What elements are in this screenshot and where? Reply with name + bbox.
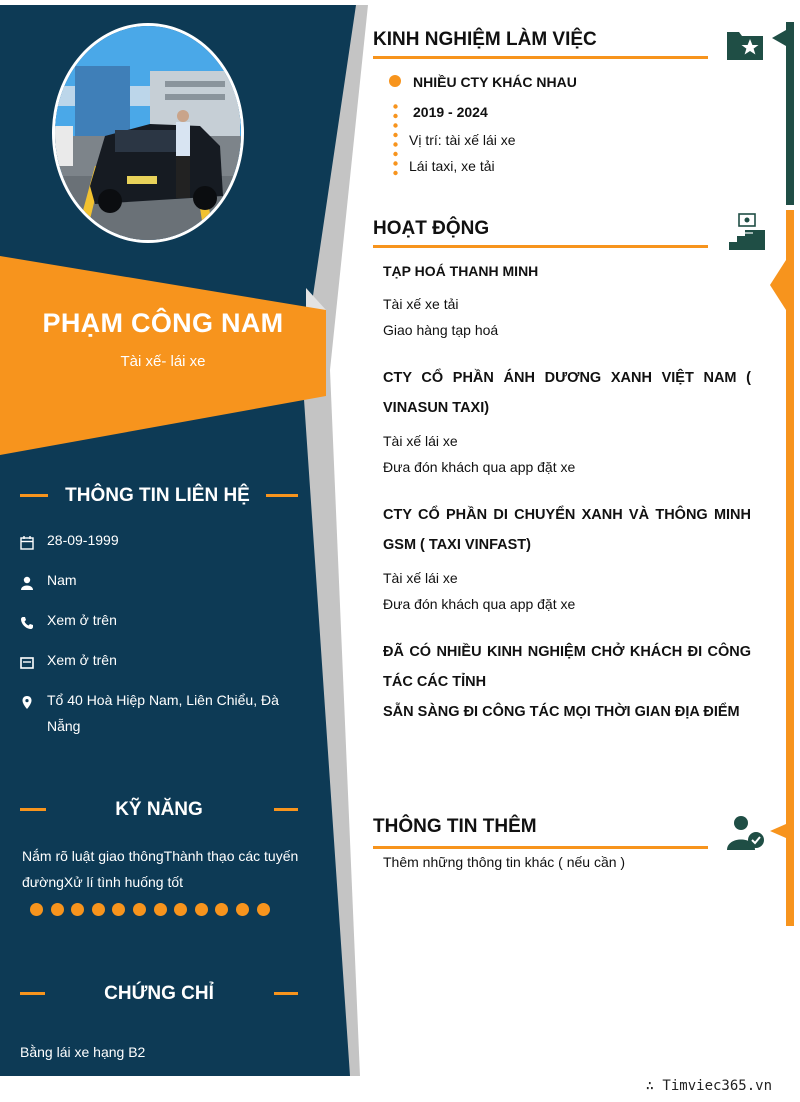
user-check-icon [725, 814, 767, 852]
contact-address-text: Tổ 40 Hoà Hiệp Nam, Liên Chiểu, Đà Nẵng [47, 692, 279, 734]
activity-1-role: Tài xế xe tải [383, 296, 459, 312]
activities-title: HOẠT ĐỘNG [373, 218, 490, 239]
user-icon [20, 572, 34, 586]
activity-1-org: TẠP HOÁ THANH MINH [383, 263, 539, 279]
activity-2-org: CTY CỔ PHẦN ÁNH DƯƠNG XANH VIỆT NAM ( VINASUN TAXI) [383, 370, 751, 416]
skill-dot [195, 903, 208, 916]
experience-description: Lái taxi, xe tải [409, 158, 495, 174]
skills-dash-left [20, 808, 46, 811]
experience-period: 2019 - 2024 [413, 104, 488, 120]
activity-2-role: Tài xế lái xe [383, 433, 458, 449]
activities-underline [373, 245, 708, 248]
right-orange-bar [786, 210, 794, 926]
contact-birthdate-text: 28-09-1999 [47, 532, 119, 548]
right-teal-arrow [772, 30, 786, 46]
skill-dot [236, 903, 249, 916]
contact-email-text: Xem ở trên [47, 652, 117, 668]
experience-bullet [389, 75, 401, 87]
experience-position: Vị trí: tài xế lái xe [409, 132, 516, 148]
contact-dash-right [266, 494, 298, 497]
contact-title: THÔNG TIN LIÊN HỆ [65, 485, 250, 506]
skills-text: Nắm rõ luật giao thôngThành thạo các tuyến đườngXử lí tình huống tốt [22, 848, 299, 890]
email-icon [20, 652, 34, 666]
experience-underline [373, 56, 708, 59]
skill-dot [133, 903, 146, 916]
certificates-dash-left [20, 992, 45, 995]
activity-3-org: CTY CỔ PHẦN DI CHUYỂN XANH VÀ THÔNG MINH GSM ( TAXI VINFAST) [383, 507, 751, 553]
location-pin-icon [20, 692, 34, 706]
additional-text: Thêm những thông tin khác ( nếu cần ) [383, 854, 626, 870]
skill-dot [154, 903, 167, 916]
right-teal-bar [786, 22, 794, 205]
activity-2-desc: Đưa đón khách qua app đặt xe [383, 459, 576, 475]
profile-job-title: Tài xế- lái xe [120, 353, 206, 370]
profile-name: PHẠM CÔNG NAM [42, 308, 284, 338]
skill-dot [92, 903, 105, 916]
folder-star-icon [725, 26, 765, 62]
podium-icon [727, 212, 767, 252]
activity-1-desc: Giao hàng tạp hoá [383, 322, 499, 338]
experience-company: NHIỀU CTY KHÁC NHAU [413, 74, 577, 90]
activity-3-role: Tài xế lái xe [383, 570, 458, 586]
skill-dot [51, 903, 64, 916]
profile-photo [52, 23, 244, 243]
skill-dot [30, 903, 43, 916]
contact-phone-text: Xem ở trên [47, 612, 117, 628]
contact-gender-text: Nam [47, 572, 77, 588]
skill-dot [257, 903, 270, 916]
right-orange-arrow [770, 824, 786, 838]
activity-3-desc: Đưa đón khách qua app đặt xe [383, 596, 576, 612]
footer-brand[interactable]: ∴ Timviec365.vn [645, 1078, 772, 1094]
certificates-text: Bằng lái xe hạng B2 [20, 1044, 146, 1060]
phone-icon [20, 612, 34, 626]
experience-title: KINH NGHIỆM LÀM VIỆC [373, 29, 597, 50]
activities-note-1: ĐÃ CÓ NHIỀU KINH NGHIỆM CHỞ KHÁCH ĐI CÔNG TÁC CÁC TỈNH [383, 644, 751, 690]
experience-timeline [393, 104, 398, 176]
activities-note-2: SẴN SÀNG ĐI CÔNG TÁC MỌI THỜI GIAN ĐỊA ĐIỂM [383, 704, 740, 720]
certificates-title: CHỨNG CHỈ [104, 983, 214, 1004]
certificates-dash-right [274, 992, 298, 995]
contact-dash-left [20, 494, 48, 497]
skills-title: KỸ NĂNG [115, 799, 203, 820]
additional-underline [373, 846, 708, 849]
calendar-icon [20, 532, 34, 546]
additional-title: THÔNG TIN THÊM [373, 816, 537, 837]
right-orange-chevron [770, 260, 786, 310]
skills-dash-right [274, 808, 298, 811]
